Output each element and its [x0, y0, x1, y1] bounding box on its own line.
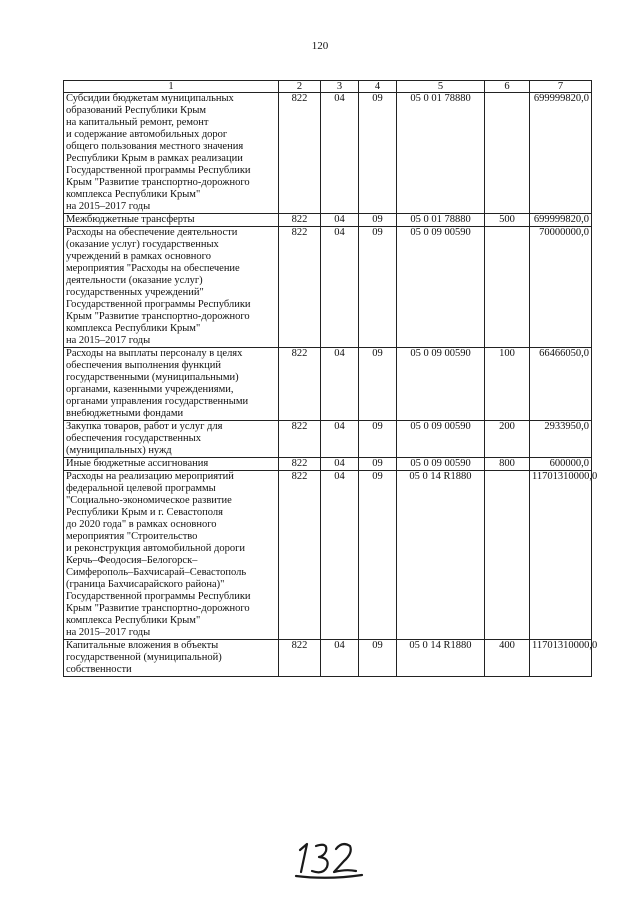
row-code-target: 05 0 01 78880	[397, 214, 485, 227]
row-code-ministry: 822	[279, 458, 321, 471]
row-code-target: 05 0 01 78880	[397, 93, 485, 214]
row-name: Субсидии бюджетам муниципальных образований Республики Крым на капитальный ремонт, ремонт и содержание автомобильных дорог общего пользования местного значения Республики Крым в рамках реализации Государственной программы Республики Крым "Развитие транспортно-дорожного комплекса Республики Крым" на 2015–2017 годы	[64, 93, 279, 214]
row-name: Межбюджетные трансферты	[64, 214, 279, 227]
row-code-subsection: 09	[359, 640, 397, 677]
row-code-ministry: 822	[279, 227, 321, 348]
row-code-ministry: 822	[279, 421, 321, 458]
row-code-expense-type	[485, 227, 530, 348]
row-name: Капитальные вложения в объекты государственной (муниципальной) собственности	[64, 640, 279, 677]
row-code-subsection: 09	[359, 421, 397, 458]
row-name: Расходы на выплаты персоналу в целях обеспечения выполнения функций государственными (муниципальными) органами, казенными учреждениями, органами управления государственными внебюджетными фондами	[64, 348, 279, 421]
row-amount: 2933950,0	[530, 421, 592, 458]
budget-table	[63, 80, 598, 677]
row-code-subsection: 09	[359, 471, 397, 640]
row-code-section: 04	[321, 421, 359, 458]
header-col-2: 2	[279, 81, 321, 93]
row-name: Иные бюджетные ассигнования	[64, 458, 279, 471]
row-code-expense-type	[485, 471, 530, 640]
row-code-ministry: 822	[279, 348, 321, 421]
handwritten-page-number	[290, 836, 370, 880]
row-amount: 600000,0	[530, 458, 592, 471]
row-code-expense-type	[485, 93, 530, 214]
row-code-ministry: 822	[279, 93, 321, 214]
handwritten-number-drawing	[290, 836, 370, 880]
header-col-1: 1	[64, 81, 279, 93]
row-code-target: 05 0 09 00590	[397, 421, 485, 458]
table-header-row	[64, 81, 592, 93]
row-code-target: 05 0 14 R1880	[397, 640, 485, 677]
row-code-subsection: 09	[359, 214, 397, 227]
row-amount: 699999820,0	[530, 214, 592, 227]
row-amount: 66466050,0	[530, 348, 592, 421]
table-row	[64, 640, 592, 677]
row-code-ministry: 822	[279, 471, 321, 640]
row-amount: 11701310000,0	[530, 471, 592, 640]
row-code-ministry: 822	[279, 214, 321, 227]
row-code-section: 04	[321, 471, 359, 640]
row-name: Расходы на реализацию мероприятий федеральной целевой программы "Социально-экономическое развитие Республики Крым и г. Севастополя до 2020 года" в рамках основного мероприятия "Строительство и реконструкция автомобильной дороги Керчь–Феодосия–Белогорск– Симферополь–Бахчисарай–Севастополь (граница Бахчисарайского района)" Государственной программы Республики Крым "Развитие транспортно-дорожного комплекса Республики Крым" на 2015–2017 годы	[64, 471, 279, 640]
header-col-7: 7	[530, 81, 592, 93]
row-code-section: 04	[321, 348, 359, 421]
row-code-expense-type: 800	[485, 458, 530, 471]
table-row	[64, 214, 592, 227]
header-col-6: 6	[485, 81, 530, 93]
row-amount: 11701310000,0	[530, 640, 592, 677]
row-code-subsection: 09	[359, 227, 397, 348]
row-code-expense-type: 200	[485, 421, 530, 458]
table-row	[64, 348, 592, 421]
row-amount: 699999820,0	[530, 93, 592, 214]
header-col-3: 3	[321, 81, 359, 93]
row-code-section: 04	[321, 214, 359, 227]
table-row	[64, 227, 592, 348]
row-code-target: 05 0 09 00590	[397, 458, 485, 471]
row-amount: 70000000,0	[530, 227, 592, 348]
row-name: Закупка товаров, работ и услуг для обеспечения государственных (муниципальных) нужд	[64, 421, 279, 458]
row-code-target: 05 0 09 00590	[397, 348, 485, 421]
row-code-section: 04	[321, 227, 359, 348]
table-row	[64, 458, 592, 471]
row-code-expense-type: 500	[485, 214, 530, 227]
row-code-section: 04	[321, 640, 359, 677]
header-col-5: 5	[397, 81, 485, 93]
row-code-target: 05 0 09 00590	[397, 227, 485, 348]
row-code-subsection: 09	[359, 348, 397, 421]
row-code-target: 05 0 14 R1880	[397, 471, 485, 640]
row-name: Расходы на обеспечение деятельности (оказание услуг) государственных учреждений в рамках основного мероприятия "Расходы на обеспечение деятельности (оказание услуг) государственных учреждений" Государственной программы Республики Крым "Развитие транспортно-дорожного комплекса Республики Крым" на 2015–2017 годы	[64, 227, 279, 348]
row-code-subsection: 09	[359, 93, 397, 214]
page-number: 120	[311, 40, 329, 52]
table-row	[64, 93, 592, 214]
table-row	[64, 421, 592, 458]
table-row	[64, 471, 592, 640]
row-code-expense-type: 400	[485, 640, 530, 677]
row-code-section: 04	[321, 93, 359, 214]
header-col-4: 4	[359, 81, 397, 93]
row-code-section: 04	[321, 458, 359, 471]
row-code-expense-type: 100	[485, 348, 530, 421]
row-code-subsection: 09	[359, 458, 397, 471]
row-code-ministry: 822	[279, 640, 321, 677]
